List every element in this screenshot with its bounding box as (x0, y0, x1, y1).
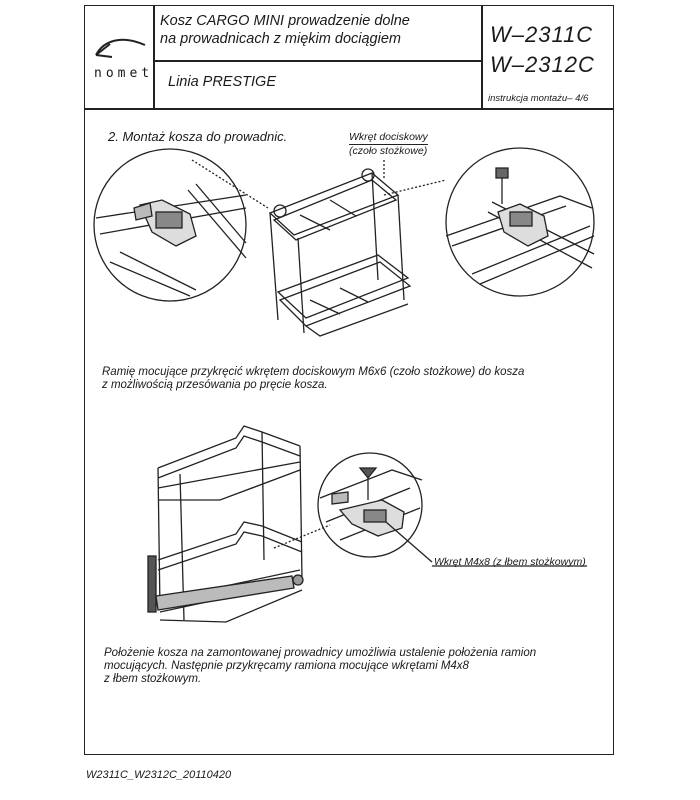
paragraph-1-line-2: z możliwością przesówania po pręcie kosza. (102, 379, 328, 391)
instruction-paragraph-1 (102, 366, 524, 392)
logo-text: nomet (94, 66, 154, 81)
screw-label-m4x8: Wkręt M4x8 (z łbem stożkowym) (434, 556, 586, 568)
paragraph-2-line-1: Położenie kosza na zamontowanej prowadnicy umożliwia ustalenie położenia ramion (104, 647, 537, 659)
code-divider (481, 5, 483, 109)
instruction-paragraph-2 (104, 647, 536, 686)
step-title: 2. Montaż kosza do prowadnic. (108, 129, 288, 144)
product-code-2: W–2312C (490, 52, 595, 77)
title-line-1: Kosz CARGO MINI prowadzenie dolne (160, 13, 410, 29)
header-bottom-rule (84, 108, 614, 110)
product-code-1: W–2311C (490, 22, 594, 47)
logo-divider (153, 5, 155, 109)
title-divider (153, 60, 482, 62)
product-line: Linia PRESTIGE (168, 74, 276, 90)
title-line-2: na prowadnicach z miękim dociągiem (160, 31, 401, 47)
paragraph-2-line-3: z łbem stożkowym. (104, 673, 202, 685)
paragraph-2-line-2: mocujących. Następnie przykręcamy ramiona mocujące wkrętami M4x8 (104, 660, 469, 672)
screw-label-line-1: Wkręt dociskowy (349, 131, 428, 143)
document-id: W2311C_W2312C_20110420 (86, 769, 232, 781)
screw-label-line-2: (czoło stożkowe) (349, 145, 428, 157)
document-title (160, 12, 410, 48)
paragraph-1-line-1: Ramię mocujące przykręcić wkrętem dociskowym M6x6 (czoło stożkowe) do kosza (102, 366, 525, 378)
screw-label-setscrew (349, 131, 428, 158)
instruction-page: instrukcja montażu– 4/6 (488, 93, 589, 104)
